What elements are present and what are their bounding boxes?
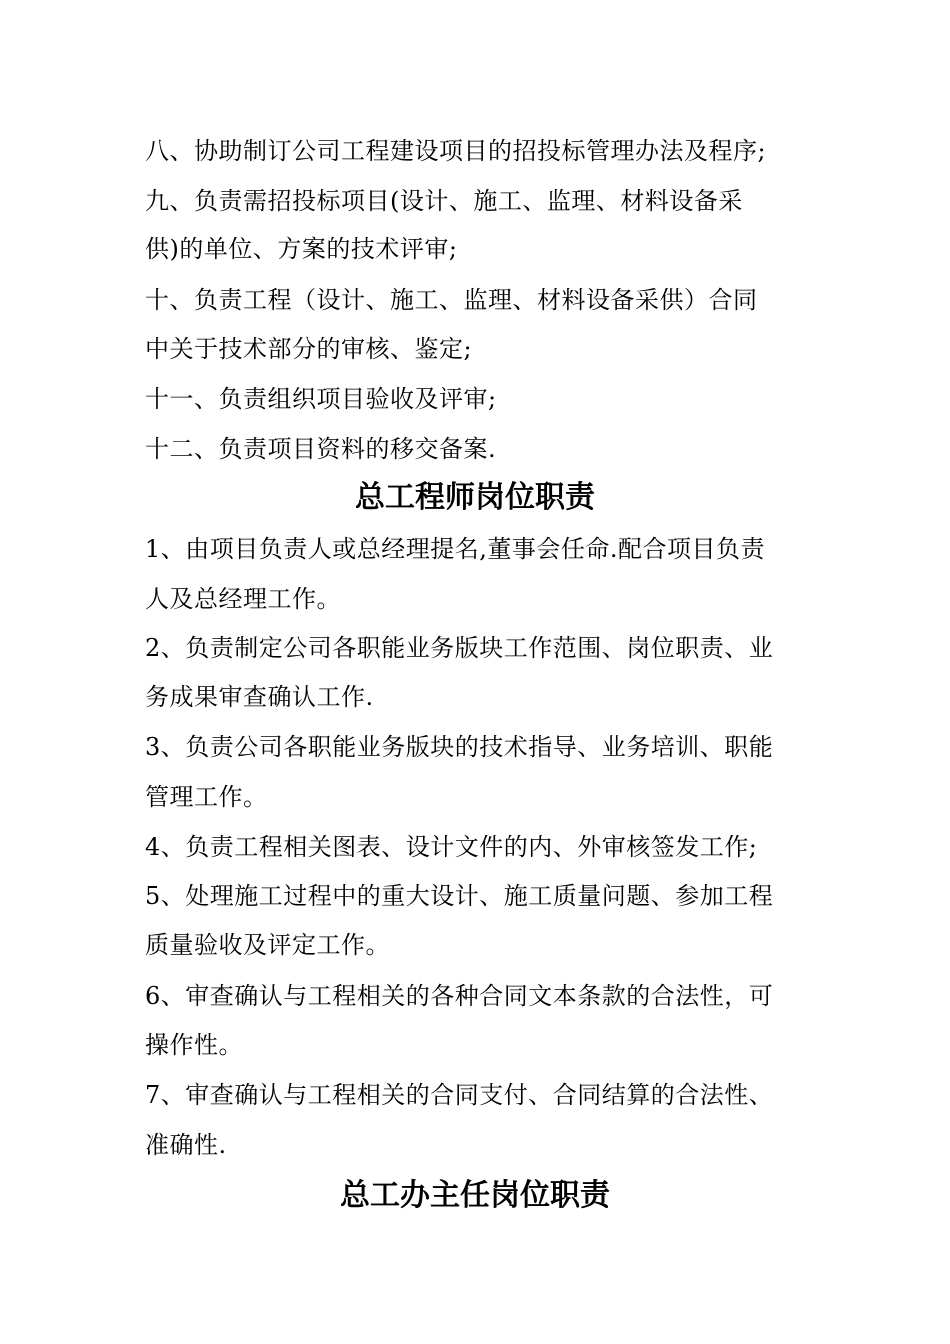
text-line: 管理工作。 xyxy=(145,783,268,811)
text-line: 九、负责需招投标项目(设计、施工、监理、材料设备采 xyxy=(145,187,743,215)
text-line: 5、处理施工过程中的重大设计、施工质量问题、参加工程 xyxy=(145,882,774,910)
text-line: 十、负责工程（设计、施工、监理、材料设备采供）合同 xyxy=(145,286,758,314)
text-line: 3、负责公司各职能业务版块的技术指导、业务培训、职能 xyxy=(145,733,774,761)
text-line: 准确性. xyxy=(145,1131,227,1159)
section-heading-chief-engineer: 总工程师岗位职责 xyxy=(355,480,595,515)
text-line: 操作性。 xyxy=(145,1031,243,1059)
section-heading-office-director: 总工办主任岗位职责 xyxy=(340,1178,610,1213)
text-line: 十一、负责组织项目验收及评审; xyxy=(145,385,497,413)
text-line: 1、由项目负责人或总经理提名,董事会任命.配合项目负责 xyxy=(145,535,766,563)
text-line: 十二、负责项目资料的移交备案. xyxy=(145,435,497,463)
text-line: 6、审查确认与工程相关的各种合同文本条款的合法性，可 xyxy=(145,982,774,1010)
text-line: 7、审查确认与工程相关的合同支付、合同结算的合法性、 xyxy=(145,1081,774,1109)
text-line: 八、协助制订公司工程建设项目的招投标管理办法及程序; xyxy=(145,137,767,165)
text-line: 供)的单位、方案的技术评审; xyxy=(145,235,458,263)
text-line: 中关于技术部分的审核、鉴定; xyxy=(145,335,473,363)
text-line: 质量验收及评定工作。 xyxy=(145,931,390,959)
text-line: 4、负责工程相关图表、设计文件的内、外审核签发工作; xyxy=(145,833,758,861)
text-line: 2、负责制定公司各职能业务版块工作范围、岗位职责、业 xyxy=(145,634,774,662)
text-line: 人及总经理工作。 xyxy=(145,585,341,613)
text-line: 务成果审查确认工作. xyxy=(145,683,374,711)
